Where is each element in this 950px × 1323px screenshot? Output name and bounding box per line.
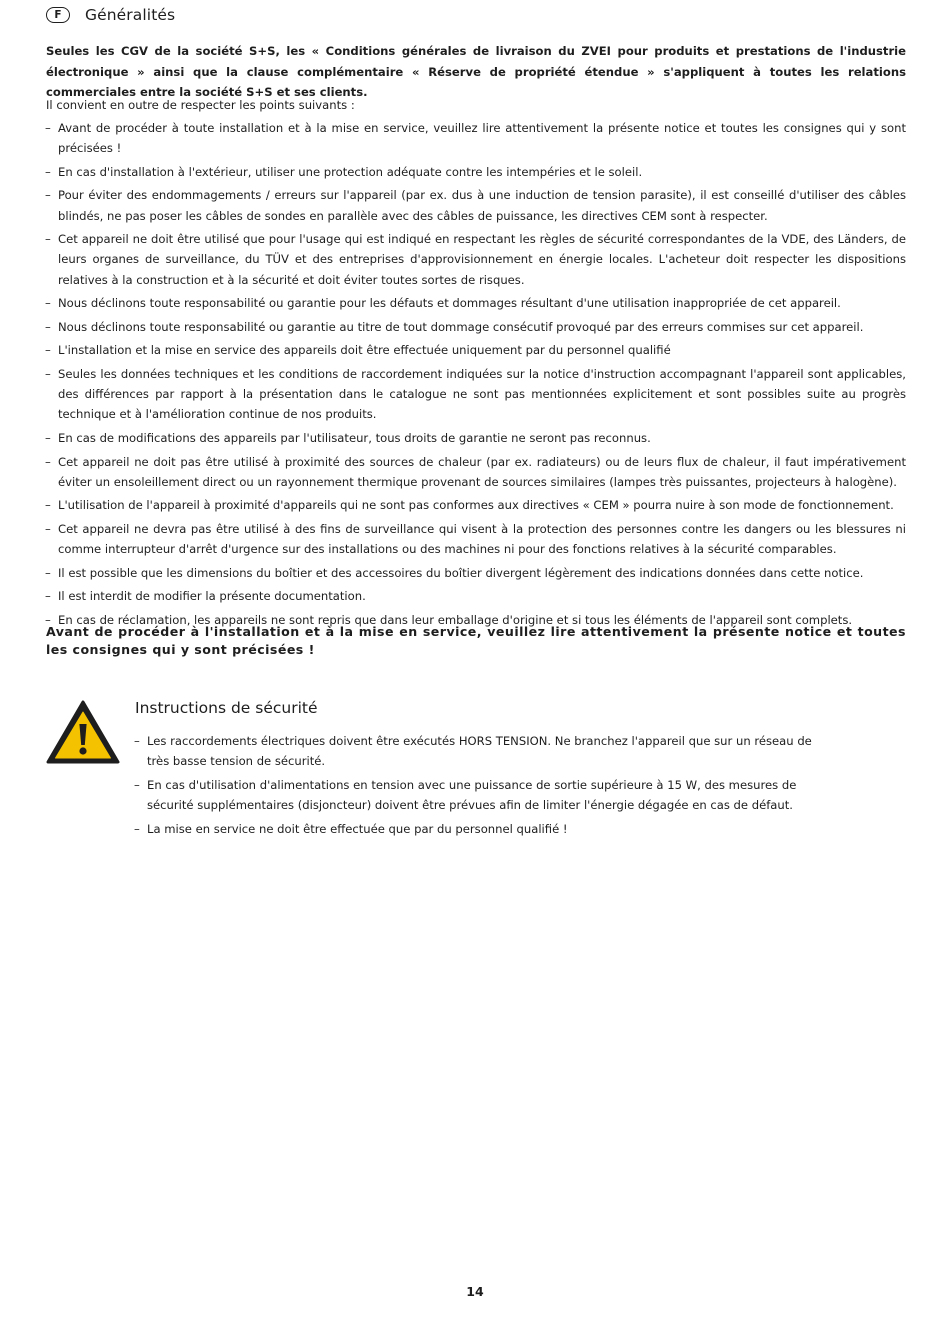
dash-marker: – — [134, 777, 140, 792]
list-item — [46, 495, 906, 515]
list-item — [46, 162, 906, 182]
list-item-text: En cas d'utilisation d'alimentations en tension avec une puissance de sortie supérieure à 15 W, des mesures de sécurité supplémentaires (disjoncteur) doivent être prévues afin de limiter l'énergie dégagée en cas de défaut. — [147, 777, 797, 812]
dash-marker: – — [45, 232, 51, 247]
list-item — [135, 775, 825, 815]
safety-section — [135, 697, 825, 842]
dash-marker: – — [45, 454, 51, 469]
dash-marker: – — [45, 430, 51, 445]
dash-marker: – — [45, 612, 51, 627]
list-item-text: En cas d'installation à l'extérieur, utiliser une protection adéquate contre les intempéries et le soleil. — [58, 164, 643, 179]
list-item-text: Avant de procéder à toute installation et à la mise en service, veuillez lire attentivement la présente notice et toutes les consignes qui y sont précisées ! — [58, 121, 906, 156]
list-item — [46, 317, 906, 337]
list-item-text: Cet appareil ne doit être utilisé que pour l'usage qui est indiqué en respectant les règles de sécurité correspondantes de la VDE, des Länders, de leurs organes de surveillance, du TÜV et des entreprises d'approvisionnement en énergie locales. L'acheteur doit respecter les dispositions relatives à la construction et à la sécurité et doit éviter toutes sortes de risques. — [58, 232, 906, 287]
dash-marker: – — [45, 565, 51, 580]
lead-sentence: Il convient en outre de respecter les points suivants : — [46, 98, 355, 112]
dash-marker: – — [45, 319, 51, 334]
list-item-text: La mise en service ne doit être effectuée que par du personnel qualifié ! — [147, 821, 568, 836]
dash-marker: – — [134, 734, 140, 748]
list-item — [46, 452, 906, 492]
page-number: 14 — [466, 1284, 484, 1299]
list-item — [135, 731, 825, 771]
list-item-text: Cet appareil ne devra pas être utilisé à des fins de surveillance qui visent à la protection des personnes contre les dangers ou les blessures ni comme interrupteur d'arrêt d'urgence sur des installations ou des machines ni pour des fonctions relatives à la sécurité comparables. — [58, 521, 906, 557]
list-item-text: Les raccordements électriques doivent être exécutés HORS TENSION. Ne branchez l'appareil que sur un réseau de très basse tension de sécurité. — [147, 734, 812, 769]
section-header — [46, 4, 175, 26]
list-item-text: Il est interdit de modifier la présente documentation. — [58, 589, 366, 604]
list-item-text: L'utilisation de l'appareil à proximité d'appareils qui ne sont pas conformes aux directives « CEM » pourra nuire à son mode de fonctionnement. — [58, 498, 894, 513]
list-item-text: Nous déclinons toute responsabilité ou garantie au titre de tout dommage consécutif provoqué par des erreurs commises sur cet appareil. — [58, 319, 864, 334]
list-item — [46, 185, 906, 225]
safety-title: Instructions de sécurité — [135, 699, 318, 717]
list-item-text: Seules les données techniques et les conditions de raccordement indiquées sur la notice d'instruction accompagnant l'appareil sont applicables, des différences par rapport à la présentation dans le catalogue ne sont pas mentionnées explicitement et sont possibles suite au progrès technique et à l'amélioration continue de nos produits. — [58, 366, 906, 422]
safety-bullet-list — [135, 731, 825, 839]
list-item — [46, 293, 906, 313]
list-item — [46, 118, 906, 158]
list-item-text: Cet appareil ne doit pas être utilisé à proximité des sources de chaleur (par ex. radiateurs) ou de leurs flux de chaleur, il faut impérativement éviter un ensoleillement direct ou un rayonnement thermique provenant de sources similaires (lampes très puissantes, projecteurs à halogène). — [58, 454, 906, 489]
general-bullet-list — [46, 118, 906, 634]
list-item — [46, 563, 906, 583]
dash-marker: – — [45, 188, 51, 203]
dash-marker: – — [45, 366, 51, 381]
list-item-text: L'installation et la mise en service des appareils doit être effectuée uniquement par du personnel qualifié — [58, 343, 671, 358]
language-badge: F — [46, 7, 70, 23]
list-item — [46, 364, 906, 425]
list-item — [46, 229, 906, 290]
section-title: Généralités — [85, 6, 176, 24]
warning-triangle-icon — [46, 700, 120, 765]
list-item-text: En cas de modifications des appareils par l'utilisateur, tous droits de garantie ne seront pas reconnus. — [58, 430, 651, 445]
dash-marker: – — [45, 343, 51, 358]
dash-marker: – — [45, 121, 51, 135]
list-item — [46, 586, 906, 606]
list-item — [46, 428, 906, 448]
dash-marker: – — [134, 821, 140, 836]
dash-marker: – — [45, 589, 51, 604]
closing-warning: Avant de procéder à l'installation et à la mise en service, veuillez lire attentivement la présente notice et toutes les consignes qui y sont précisées ! — [46, 624, 906, 657]
list-item-text: Nous déclinons toute responsabilité ou garantie pour les défauts et dommages résultant d'une utilisation inappropriée de cet appareil. — [58, 296, 841, 311]
list-item — [46, 340, 906, 360]
dash-marker: – — [45, 521, 51, 536]
dash-marker: – — [45, 164, 51, 179]
list-item-text: En cas de réclamation, les appareils ne sont repris que dans leur emballage d'origine et si tous les éléments de l'appareil sont complets. — [58, 612, 853, 627]
list-item — [135, 819, 825, 839]
list-item-text: Il est possible que les dimensions du boîtier et des accessoires du boîtier divergent légèrement des indications données dans cette notice. — [58, 565, 864, 580]
dash-marker: – — [45, 296, 51, 311]
list-item — [46, 519, 906, 559]
intro-paragraph: Seules les CGV de la société S+S, les « Conditions générales de livraison du ZVEI pour produits et prestations de l'industrie électronique » ainsi que la clause complémentaire « Réserve de propriété étendue » s'appliquent à toutes les relations commerciales entre la société S+S et ses clients. — [46, 44, 906, 99]
list-item-text: Pour éviter des endommagements / erreurs sur l'appareil (par ex. dus à une induction de tension parasite), il est conseillé d'utiliser des câbles blindés, ne pas poser les câbles de sondes en parallèle avec des câbles de puissance, les directives CEM sont à respecter. — [58, 188, 906, 223]
dash-marker: – — [45, 498, 51, 513]
